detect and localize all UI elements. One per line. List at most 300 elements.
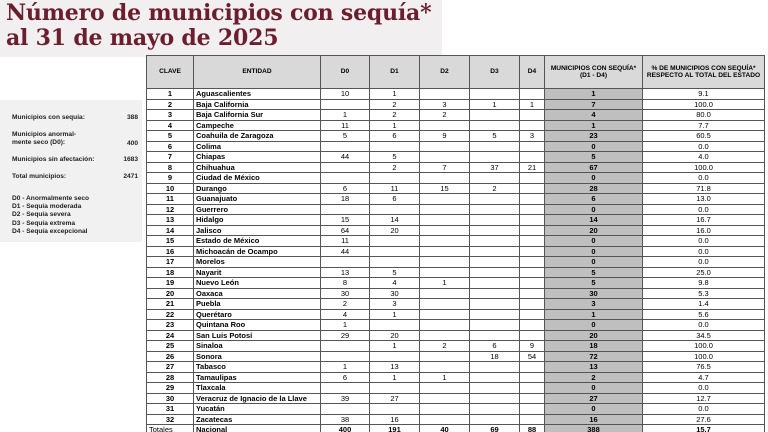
cell-d4 [520, 225, 545, 236]
cell-d3: 18 [470, 351, 520, 362]
table-row [147, 341, 765, 352]
cell-d1: 4 [370, 278, 420, 289]
cell-entidad: Morelos [194, 257, 321, 268]
cell-clave: 20 [147, 288, 194, 299]
cell-porcentaje: 100.0 [643, 99, 765, 110]
cell-d4 [520, 414, 545, 425]
cell-d4 [520, 204, 545, 215]
cell-d4 [520, 183, 545, 194]
drought-legend [12, 195, 138, 236]
cell-d0: 1 [321, 110, 370, 121]
cell-d2 [420, 288, 470, 299]
cell-d1 [370, 383, 420, 394]
cell-d2: 40 [420, 425, 470, 432]
cell-d4 [520, 383, 545, 394]
cell-entidad: Guerrero [194, 204, 321, 215]
cell-porcentaje: 0.0 [643, 204, 765, 215]
cell-d0 [321, 141, 370, 152]
summary-panel [0, 100, 142, 242]
table-row [147, 110, 765, 121]
cell-entidad: Quintana Roo [194, 320, 321, 331]
cell-d1 [370, 351, 420, 362]
cell-d0: 44 [321, 152, 370, 163]
summary-value: 400 [126, 140, 138, 147]
cell-d1 [370, 236, 420, 247]
cell-clave: 21 [147, 299, 194, 310]
cell-porcentaje: 9.1 [643, 89, 765, 100]
summary-label: Municipios anormal- mente seco (D0): [12, 131, 77, 146]
cell-d3 [470, 278, 520, 289]
cell-d2 [420, 351, 470, 362]
cell-d0: 18 [321, 194, 370, 205]
cell-clave: 25 [147, 341, 194, 352]
title-line-1: Número de municipios con sequía* [6, 0, 432, 26]
cell-d0: 30 [321, 288, 370, 299]
cell-d0 [321, 162, 370, 173]
cell-d4: 54 [520, 351, 545, 362]
table-row [147, 362, 765, 373]
cell-d4 [520, 194, 545, 205]
cell-municipios: 28 [545, 183, 643, 194]
table-row [147, 383, 765, 394]
table-row [147, 120, 765, 131]
cell-entidad: Tlaxcala [194, 383, 321, 394]
cell-clave: 5 [147, 131, 194, 142]
cell-d3 [470, 204, 520, 215]
cell-municipios: 0 [545, 383, 643, 394]
cell-d3 [470, 267, 520, 278]
cell-d1: 3 [370, 299, 420, 310]
header-entidad: ENTIDAD [194, 56, 321, 89]
cell-d2 [420, 393, 470, 404]
table-row [147, 204, 765, 215]
table-row [147, 246, 765, 257]
cell-d0: 11 [321, 120, 370, 131]
table-row [147, 162, 765, 173]
cell-porcentaje: 71.8 [643, 183, 765, 194]
cell-porcentaje: 76.5 [643, 362, 765, 373]
cell-d3 [470, 309, 520, 320]
cell-d3 [470, 89, 520, 100]
cell-d4 [520, 110, 545, 121]
cell-d4 [520, 267, 545, 278]
cell-clave: 3 [147, 110, 194, 121]
cell-d3 [470, 372, 520, 383]
cell-d1 [370, 246, 420, 257]
cell-d1 [370, 404, 420, 415]
totals-row [147, 425, 765, 432]
cell-porcentaje: 16.0 [643, 225, 765, 236]
cell-d1: 1 [370, 341, 420, 352]
cell-d0: 11 [321, 236, 370, 247]
cell-clave: 13 [147, 215, 194, 226]
cell-municipios: 0 [545, 204, 643, 215]
table-row [147, 141, 765, 152]
cell-porcentaje: 34.5 [643, 330, 765, 341]
cell-d0: 6 [321, 183, 370, 194]
cell-clave: 16 [147, 246, 194, 257]
table-header-row [147, 56, 765, 89]
cell-d3 [470, 141, 520, 152]
cell-d0: 1 [321, 362, 370, 373]
table-row [147, 152, 765, 163]
cell-porcentaje: 80.0 [643, 110, 765, 121]
cell-d1: 2 [370, 99, 420, 110]
cell-d1: 20 [370, 225, 420, 236]
cell-porcentaje: 7.7 [643, 120, 765, 131]
cell-d1: 2 [370, 110, 420, 121]
cell-d0: 6 [321, 372, 370, 383]
cell-d4 [520, 236, 545, 247]
cell-porcentaje: 0.0 [643, 236, 765, 247]
cell-d2 [420, 204, 470, 215]
table-row [147, 257, 765, 268]
drought-table [146, 55, 765, 432]
cell-entidad: Nacional [194, 425, 321, 432]
summary-row [12, 173, 138, 181]
summary-row [12, 156, 138, 164]
cell-d3 [470, 299, 520, 310]
cell-d2: 15 [420, 183, 470, 194]
summary-row [12, 114, 138, 122]
cell-d4 [520, 362, 545, 373]
cell-d2 [420, 152, 470, 163]
cell-d0: 39 [321, 393, 370, 404]
cell-porcentaje: 0.0 [643, 173, 765, 184]
cell-entidad: Nuevo León [194, 278, 321, 289]
table-row [147, 89, 765, 100]
cell-d0 [321, 404, 370, 415]
table-row [147, 320, 765, 331]
cell-d3 [470, 152, 520, 163]
cell-municipios: 2 [545, 372, 643, 383]
cell-d0 [321, 99, 370, 110]
cell-municipios: 1 [545, 120, 643, 131]
cell-entidad: Michoacán de Ocampo [194, 246, 321, 257]
cell-entidad: Baja California Sur [194, 110, 321, 121]
cell-d0: 10 [321, 89, 370, 100]
cell-d2 [420, 194, 470, 205]
cell-d1: 6 [370, 131, 420, 142]
cell-clave: 24 [147, 330, 194, 341]
cell-porcentaje: 1.4 [643, 299, 765, 310]
cell-entidad: Chihuahua [194, 162, 321, 173]
cell-entidad: Aguascalientes [194, 89, 321, 100]
cell-clave: 23 [147, 320, 194, 331]
cell-clave: 18 [147, 267, 194, 278]
cell-d4 [520, 215, 545, 226]
table-row [147, 330, 765, 341]
cell-entidad: Yucatán [194, 404, 321, 415]
cell-d3 [470, 288, 520, 299]
header-d0: D0 [321, 56, 370, 89]
cell-municipios: 0 [545, 236, 643, 247]
summary-row [12, 131, 138, 147]
table-row [147, 225, 765, 236]
cell-porcentaje: 25.0 [643, 267, 765, 278]
cell-d0: 64 [321, 225, 370, 236]
table-row [147, 414, 765, 425]
cell-d2 [420, 383, 470, 394]
cell-d4: 9 [520, 341, 545, 352]
legend-item: D1 - Sequía moderada [12, 203, 82, 211]
cell-d1: 5 [370, 267, 420, 278]
header-d3: D3 [470, 56, 520, 89]
table-row [147, 288, 765, 299]
cell-d1: 6 [370, 194, 420, 205]
cell-entidad: Tamaulipas [194, 372, 321, 383]
cell-porcentaje: 9.8 [643, 278, 765, 289]
cell-municipios: 67 [545, 162, 643, 173]
cell-municipios: 0 [545, 257, 643, 268]
summary-value: 1683 [123, 156, 138, 163]
header-clave: CLAVE [147, 56, 194, 89]
cell-d3 [470, 236, 520, 247]
cell-entidad: Campeche [194, 120, 321, 131]
cell-d3: 1 [470, 99, 520, 110]
cell-d2: 9 [420, 131, 470, 142]
cell-entidad: Chiapas [194, 152, 321, 163]
cell-municipios: 20 [545, 330, 643, 341]
title-line-2: al 31 de mayo de 2025 [6, 25, 279, 51]
cell-clave: 9 [147, 173, 194, 184]
cell-d1: 1 [370, 89, 420, 100]
cell-d4: 3 [520, 131, 545, 142]
cell-d2 [420, 246, 470, 257]
cell-d2 [420, 89, 470, 100]
cell-d0: 29 [321, 330, 370, 341]
cell-d2 [420, 257, 470, 268]
table-row [147, 99, 765, 110]
cell-porcentaje: 0.0 [643, 141, 765, 152]
cell-porcentaje: 16.7 [643, 215, 765, 226]
legend-item: D0 - Anormalmente seco [12, 195, 90, 202]
cell-d3 [470, 330, 520, 341]
cell-d2: 1 [420, 278, 470, 289]
cell-entidad: Veracruz de Ignacio de la Llave [194, 393, 321, 404]
table-row [147, 404, 765, 415]
cell-clave: 19 [147, 278, 194, 289]
header-municipios-con-sequia: MUNICIPIOS CON SEQUÍA* (D1 - D4) [545, 56, 643, 89]
summary-label: Municipios sin afectación: [12, 156, 95, 163]
cell-municipios: 14 [545, 215, 643, 226]
cell-porcentaje: 0.0 [643, 257, 765, 268]
page-title [6, 1, 442, 51]
cell-d2: 3 [420, 99, 470, 110]
cell-d2 [420, 267, 470, 278]
cell-d4 [520, 278, 545, 289]
cell-porcentaje: 0.0 [643, 246, 765, 257]
header-d4: D4 [520, 56, 545, 89]
summary-value: 2471 [123, 173, 138, 180]
cell-d3 [470, 246, 520, 257]
cell-municipios: 3 [545, 299, 643, 310]
cell-d3 [470, 120, 520, 131]
cell-d4 [520, 141, 545, 152]
cell-entidad: Durango [194, 183, 321, 194]
cell-entidad: Jalisco [194, 225, 321, 236]
cell-d0: 5 [321, 131, 370, 142]
cell-d2 [420, 225, 470, 236]
legend-item: D3 - Sequía extrema [12, 219, 76, 227]
cell-entidad: Tabasco [194, 362, 321, 373]
cell-d0: 13 [321, 267, 370, 278]
cell-d1: 16 [370, 414, 420, 425]
cell-entidad: Nayarit [194, 267, 321, 278]
cell-clave: 32 [147, 414, 194, 425]
cell-d3 [470, 404, 520, 415]
cell-porcentaje: 0.0 [643, 320, 765, 331]
cell-d4 [520, 120, 545, 131]
cell-entidad: Sinaloa [194, 341, 321, 352]
cell-municipios: 6 [545, 194, 643, 205]
cell-d4 [520, 89, 545, 100]
header-d1: D1 [370, 56, 420, 89]
cell-clave: 31 [147, 404, 194, 415]
cell-d3 [470, 257, 520, 268]
table-row [147, 131, 765, 142]
cell-porcentaje: 100.0 [643, 162, 765, 173]
cell-entidad: Oaxaca [194, 288, 321, 299]
cell-d2 [420, 120, 470, 131]
cell-municipios: 13 [545, 362, 643, 373]
cell-porcentaje: 0.0 [643, 383, 765, 394]
cell-entidad: Colima [194, 141, 321, 152]
cell-d2 [420, 320, 470, 331]
cell-d3 [470, 414, 520, 425]
cell-d4: 21 [520, 162, 545, 173]
cell-d4: 1 [520, 99, 545, 110]
cell-d2 [420, 309, 470, 320]
cell-d2 [420, 414, 470, 425]
cell-porcentaje: 4.0 [643, 152, 765, 163]
cell-d1: 5 [370, 152, 420, 163]
cell-porcentaje: 27.6 [643, 414, 765, 425]
cell-d2 [420, 404, 470, 415]
cell-entidad: Ciudad de México [194, 173, 321, 184]
cell-clave: 10 [147, 183, 194, 194]
cell-d2 [420, 362, 470, 373]
cell-d1: 14 [370, 215, 420, 226]
cell-d1: 2 [370, 162, 420, 173]
cell-porcentaje: 15.7 [643, 425, 765, 432]
cell-porcentaje: 12.7 [643, 393, 765, 404]
cell-d2 [420, 299, 470, 310]
cell-d4 [520, 393, 545, 404]
cell-d0 [321, 173, 370, 184]
legend-item: D4 - Sequía excepcional [12, 227, 88, 235]
cell-entidad: Zacatecas [194, 414, 321, 425]
cell-d3 [470, 225, 520, 236]
cell-d0: 2 [321, 299, 370, 310]
cell-d3 [470, 173, 520, 184]
cell-municipios: 1 [545, 89, 643, 100]
cell-municipios: 5 [545, 152, 643, 163]
cell-municipios: 1 [545, 309, 643, 320]
cell-entidad: Hidalgo [194, 215, 321, 226]
cell-clave: 6 [147, 141, 194, 152]
cell-municipios: 18 [545, 341, 643, 352]
table-row [147, 183, 765, 194]
cell-d0: 400 [321, 425, 370, 432]
cell-municipios: 388 [545, 425, 643, 432]
cell-entidad: Baja California [194, 99, 321, 110]
cell-d1: 11 [370, 183, 420, 194]
cell-d2: 1 [420, 372, 470, 383]
cell-d1: 1 [370, 372, 420, 383]
summary-label: Municipios con sequía: [12, 114, 85, 121]
cell-d0 [321, 341, 370, 352]
cell-d0 [321, 383, 370, 394]
table-row [147, 393, 765, 404]
cell-d4 [520, 173, 545, 184]
cell-d2 [420, 141, 470, 152]
cell-d4 [520, 152, 545, 163]
cell-entidad: Estado de México [194, 236, 321, 247]
cell-d3 [470, 110, 520, 121]
cell-clave: 17 [147, 257, 194, 268]
cell-porcentaje: 100.0 [643, 341, 765, 352]
cell-d0: 15 [321, 215, 370, 226]
cell-d2 [420, 215, 470, 226]
cell-entidad: San Luis Potosí [194, 330, 321, 341]
table-row [147, 372, 765, 383]
cell-d4 [520, 288, 545, 299]
cell-d3 [470, 215, 520, 226]
cell-municipios: 72 [545, 351, 643, 362]
cell-d4 [520, 309, 545, 320]
cell-d0: 8 [321, 278, 370, 289]
cell-d1 [370, 141, 420, 152]
cell-d1 [370, 204, 420, 215]
cell-porcentaje: 0.0 [643, 404, 765, 415]
cell-porcentaje: 13.0 [643, 194, 765, 205]
cell-d3 [470, 383, 520, 394]
cell-clave: 22 [147, 309, 194, 320]
cell-d4 [520, 246, 545, 257]
cell-municipios: 23 [545, 131, 643, 142]
cell-municipios: 4 [545, 110, 643, 121]
cell-municipios: 0 [545, 404, 643, 415]
cell-porcentaje: 4.7 [643, 372, 765, 383]
cell-d0: 38 [321, 414, 370, 425]
cell-clave: 2 [147, 99, 194, 110]
cell-d4 [520, 299, 545, 310]
cell-d1: 20 [370, 330, 420, 341]
cell-municipios: 16 [545, 414, 643, 425]
cell-municipios: 20 [545, 225, 643, 236]
summary-label: Total municipios: [12, 173, 67, 180]
cell-clave: 27 [147, 362, 194, 373]
cell-d4 [520, 330, 545, 341]
cell-clave: 8 [147, 162, 194, 173]
cell-clave: 4 [147, 120, 194, 131]
cell-municipios: 0 [545, 320, 643, 331]
cell-d0 [321, 257, 370, 268]
cell-d2: 2 [420, 110, 470, 121]
cell-d3 [470, 194, 520, 205]
cell-d2 [420, 236, 470, 247]
cell-d0 [321, 204, 370, 215]
cell-porcentaje: 5.3 [643, 288, 765, 299]
cell-clave: 15 [147, 236, 194, 247]
cell-d3 [470, 362, 520, 373]
cell-d3: 69 [470, 425, 520, 432]
cell-clave: 28 [147, 372, 194, 383]
cell-d1: 1 [370, 309, 420, 320]
cell-clave: 26 [147, 351, 194, 362]
cell-d1: 27 [370, 393, 420, 404]
